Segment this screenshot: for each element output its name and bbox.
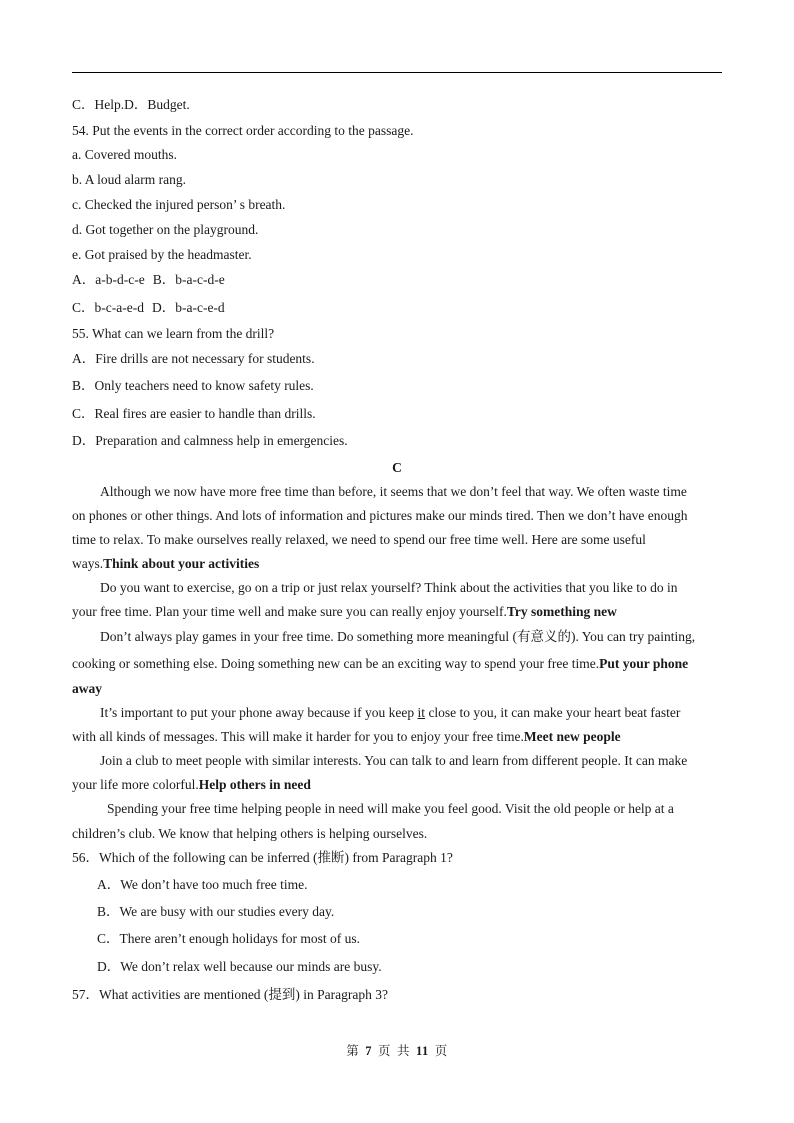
q54-event-c: c. Checked the injured person’ s breath. — [72, 197, 286, 212]
footer-word-di: 第 — [346, 1044, 360, 1058]
heading-put-phone-away-part2: away — [72, 681, 102, 696]
heading-meet-new-people: Meet new people — [523, 729, 621, 744]
q54-option-a: A．a-b-d-c-e — [72, 272, 145, 287]
page-footer — [0, 1043, 794, 1059]
footer-word-ye: 页 — [377, 1044, 391, 1058]
footer-page-number: 7 — [365, 1044, 372, 1058]
footer-word-ye-2: 页 — [434, 1044, 448, 1058]
passage-p2-line2 — [72, 603, 617, 621]
q56-option-b: B．We are busy with our studies every day. — [97, 904, 335, 919]
passage-p2-line1: Do you want to exercise, go on a trip or just relax yourself? Think about the activities that you like to do in — [100, 580, 678, 595]
q56-option-d: D．We don’t relax well because our minds are busy. — [97, 959, 382, 974]
header-rule — [72, 72, 722, 73]
passage-p5-line1: Join a club to meet people with similar interests. You can talk to and learn from different people. It can make — [100, 753, 688, 768]
passage-p5-line2 — [72, 776, 311, 794]
heading-help-others: Help others in need — [198, 777, 311, 792]
underlined-word-it: it — [417, 705, 426, 720]
q55-option-a: A．Fire drills are not necessary for students. — [72, 351, 315, 366]
q54-event-d: d. Got together on the playground. — [72, 222, 259, 237]
passage-p1-line2: on phones or other things. And lots of information and pictures make our minds tired. Then we don’t have enough — [72, 508, 688, 523]
passage-p4-text: with all kinds of messages. This will make it harder for you to enjoy your free time. — [72, 729, 524, 744]
passage-p5-text: your life more colorful. — [72, 777, 199, 792]
passage-p1-line3: time to relax. To make ourselves really relaxed, we need to spend our free time well. Here are some useful — [72, 532, 646, 547]
passage-p2-text: your free time. Plan your time well and make sure you can really enjoy yourself. — [72, 604, 507, 619]
q55-option-c: C．Real fires are easier to handle than drills. — [72, 406, 316, 421]
q56-option-c: C．There aren’t enough holidays for most of us. — [97, 931, 360, 946]
footer-word-gong: 共 — [396, 1044, 410, 1058]
passage-p6-line2: children’s club. We know that helping others is helping ourselves. — [72, 826, 428, 841]
q56-stem: 56．Which of the following can be inferred (推断) from Paragraph 1? — [72, 850, 453, 865]
passage-letter: C — [392, 460, 402, 475]
q55-stem: 55. What can we learn from the drill? — [72, 326, 275, 341]
q54-option-c: C．b-c-a-e-d — [72, 300, 144, 315]
heading-think-about-activities: Think about your activities — [103, 556, 260, 571]
q54-event-a: a. Covered mouths. — [72, 147, 177, 162]
passage-p1-line4 — [72, 555, 259, 573]
q56-option-a: A．We don’t have too much free time. — [97, 877, 308, 892]
passage-p4-line1 — [100, 704, 680, 722]
footer-total-pages: 11 — [415, 1044, 429, 1058]
q57-stem: 57．What activities are mentioned (提到) in Paragraph 3? — [72, 987, 389, 1002]
passage-p4-text-a: It’s important to put your phone away because if you keep — [100, 705, 418, 720]
heading-try-something-new: Try something new — [506, 604, 617, 619]
passage-p1-ways: ways. — [72, 556, 104, 571]
q54-options-row1 — [72, 271, 225, 289]
heading-put-phone-away-part1: Put your phone — [599, 656, 689, 671]
q54-option-b: B．b-a-c-d-e — [152, 272, 225, 287]
passage-p4-text-b: close to you, it can make your heart beat faster — [425, 705, 681, 720]
q54-options-row2 — [72, 299, 225, 317]
passage-p4-line2 — [72, 728, 621, 746]
q54-event-b: b. A loud alarm rang. — [72, 172, 186, 187]
passage-p3-line2 — [72, 655, 688, 673]
q53-option-c: C．Help. — [72, 97, 125, 112]
q54-event-e: e. Got praised by the headmaster. — [72, 247, 252, 262]
passage-p3-line1: Don’t always play games in your free time. Do something more meaningful (有意义的). You can try painting, — [100, 629, 696, 644]
q53-option-d: D．Budget. — [124, 97, 190, 112]
passage-p6-line1: Spending your free time helping people in need will make you feel good. Visit the old people or help at a — [107, 801, 674, 816]
q53-options — [72, 96, 190, 114]
passage-p1-line1: Although we now have more free time than before, it seems that we don’t feel that way. We often waste time — [100, 484, 687, 499]
q55-option-d: D．Preparation and calmness help in emergencies. — [72, 433, 348, 448]
q54-stem: 54. Put the events in the correct order according to the passage. — [72, 123, 414, 138]
q54-option-d: D．b-a-c-e-d — [151, 300, 225, 315]
q55-option-b: B．Only teachers need to know safety rules. — [72, 378, 314, 393]
passage-p3-text: cooking or something else. Doing something new can be an exciting way to spend your free time. — [72, 656, 600, 671]
